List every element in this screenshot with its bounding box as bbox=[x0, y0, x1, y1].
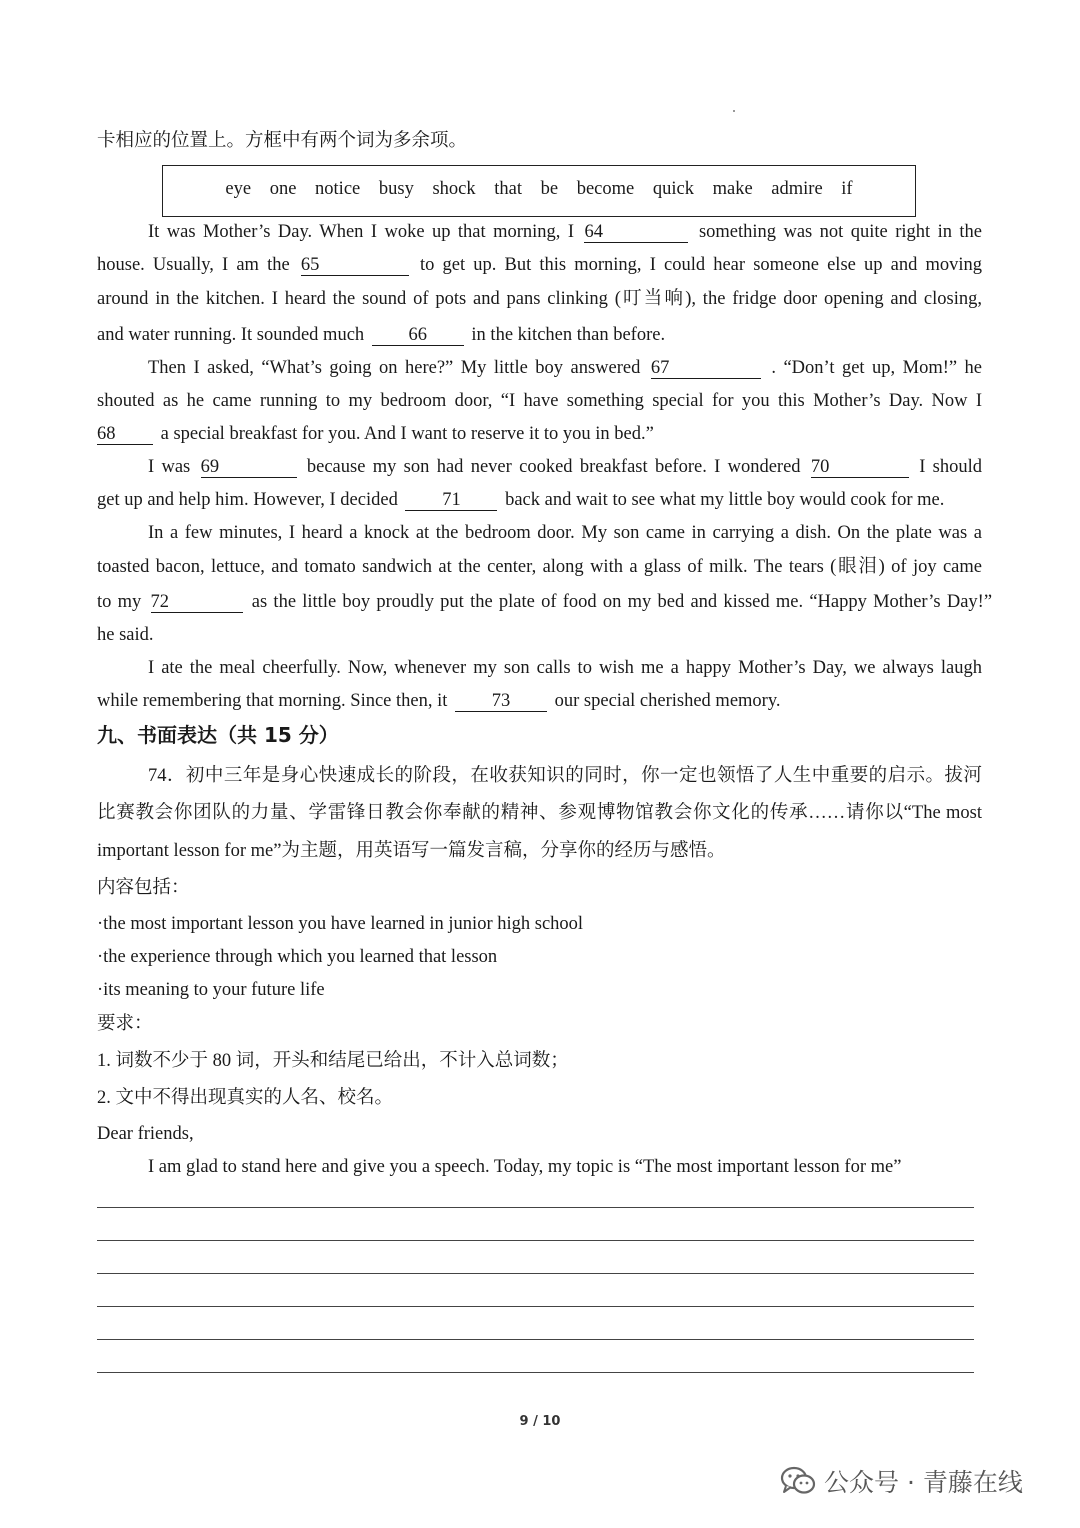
instruction-text: 卡相应的位置上。方框中有两个词为多余项。 bbox=[97, 131, 468, 151]
writing-line[interactable] bbox=[97, 1339, 974, 1340]
blank-72[interactable]: 72 bbox=[151, 592, 243, 613]
blank-70[interactable]: 70 bbox=[811, 457, 909, 478]
question-text: important lesson for me”为主题，用英语写一篇发言稿，分享你的经历与感悟。 bbox=[97, 841, 726, 861]
word-option: busy bbox=[378, 179, 414, 199]
passage-line: get up and help him. However, I decided 71 back and wait to see what my little boy would cook for me. bbox=[97, 490, 945, 510]
scan-dot bbox=[733, 110, 735, 112]
writing-line[interactable] bbox=[97, 1273, 974, 1274]
word-option: admire bbox=[771, 179, 823, 199]
passage-line: Then I asked, “What’s going on here?” My little boy answered 67 . “Don’t get up, Mom!” he bbox=[148, 358, 983, 378]
word-option: make bbox=[712, 179, 753, 199]
word-option: that bbox=[494, 179, 522, 199]
passage-line: house. Usually, I am the 65 to get up. But this morning, I could hear someone else up and moving bbox=[97, 255, 983, 275]
blank-66[interactable]: 66 bbox=[372, 325, 464, 346]
word-option: be bbox=[540, 179, 559, 199]
writing-line[interactable] bbox=[97, 1207, 974, 1208]
blank-64[interactable]: 64 bbox=[584, 222, 688, 243]
bullet-item: ·its meaning to your future life bbox=[97, 980, 325, 1000]
opening-sentence: I am glad to stand here and give you a speech. Today, my topic is “The most important lesson for me” bbox=[148, 1157, 902, 1177]
word-option: eye bbox=[225, 179, 252, 199]
blank-73[interactable]: 73 bbox=[455, 691, 547, 712]
passage-line: 68 a special breakfast for you. And I want to reserve it to you in bed.” bbox=[97, 424, 654, 444]
word-option: quick bbox=[652, 179, 694, 199]
word-option: notice bbox=[315, 179, 361, 199]
passage-line: toasted bacon, lettuce, and tomato sandwich at the center, along with a glass of milk. The tears (眼泪) of joy came bbox=[97, 557, 982, 577]
writing-line[interactable] bbox=[97, 1306, 974, 1307]
blank-69[interactable]: 69 bbox=[201, 457, 297, 478]
page-number: 9 / 10 bbox=[519, 1414, 561, 1429]
watermark bbox=[780, 1461, 1023, 1501]
question-text: 74．初中三年是身心快速成长的阶段，在收获知识的同时，你一定也领悟了人生中重要的启示。拔河 bbox=[148, 766, 982, 786]
passage-line: I ate the meal cheerfully. Now, whenever my son calls to wish me a happy Mother’s Day, we always laugh bbox=[148, 658, 982, 678]
passage-line: and water running. It sounded much 66 in the kitchen than before. bbox=[97, 325, 666, 345]
greeting: Dear friends, bbox=[97, 1124, 194, 1144]
section-heading: 九、书面表达（共 15 分） bbox=[97, 723, 339, 747]
passage-line: to my 72 as the little boy proudly put the plate of food on my bed and kissed me. “Happy Mother’s Day!” bbox=[97, 592, 993, 612]
passage-line: shouted as he came running to my bedroom door, “I have something special for you this Mother’s Day. Now I bbox=[97, 391, 982, 411]
passage-line: In a few minutes, I heard a knock at the bedroom door. My son came in carrying a dish. On the plate was a bbox=[148, 523, 982, 543]
passage-line: I was 69 because my son had never cooked breakfast before. I wondered 70 I should bbox=[148, 457, 982, 477]
word-option: shock bbox=[432, 179, 476, 199]
content-label: 内容包括： bbox=[97, 878, 190, 898]
passage-line: he said. bbox=[97, 625, 154, 645]
passage-line: while remembering that morning. Since then, it 73 our special cherished memory. bbox=[97, 691, 781, 711]
bullet-item: ·the experience through which you learned that lesson bbox=[97, 947, 498, 967]
word-option: one bbox=[269, 179, 297, 199]
writing-line[interactable] bbox=[97, 1240, 974, 1241]
requirement-item: 2. 文中不得出现真实的人名、校名。 bbox=[97, 1088, 394, 1108]
wechat-icon bbox=[780, 1466, 816, 1496]
blank-67[interactable]: 67 bbox=[651, 358, 761, 379]
watermark-text: 公众号 · 青藤在线 bbox=[824, 1468, 1023, 1497]
writing-line[interactable] bbox=[97, 1372, 974, 1373]
question-text: 比赛教会你团队的力量、学雷锋日教会你奉献的精神、参观博物馆教会你文化的传承……请你以“The most bbox=[97, 803, 982, 823]
passage-line: around in the kitchen. I heard the sound of pots and pans clinking (叮当响), the fridge door opening and closing, bbox=[97, 289, 982, 309]
blank-68[interactable]: 68 bbox=[97, 424, 153, 445]
blank-65[interactable]: 65 bbox=[301, 255, 409, 276]
word-option: if bbox=[841, 179, 853, 199]
requirements-label: 要求： bbox=[97, 1014, 153, 1034]
word-option: become bbox=[576, 179, 635, 199]
bullet-item: ·the most important lesson you have learned in junior high school bbox=[97, 914, 584, 934]
word-bank-box bbox=[162, 165, 916, 217]
passage-line: It was Mother’s Day. When I woke up that morning, I 64 something was not quite right in the bbox=[148, 222, 983, 242]
requirement-item: 1. 词数不少于 80 词，开头和结尾已给出，不计入总词数； bbox=[97, 1051, 569, 1071]
blank-71[interactable]: 71 bbox=[405, 490, 497, 511]
